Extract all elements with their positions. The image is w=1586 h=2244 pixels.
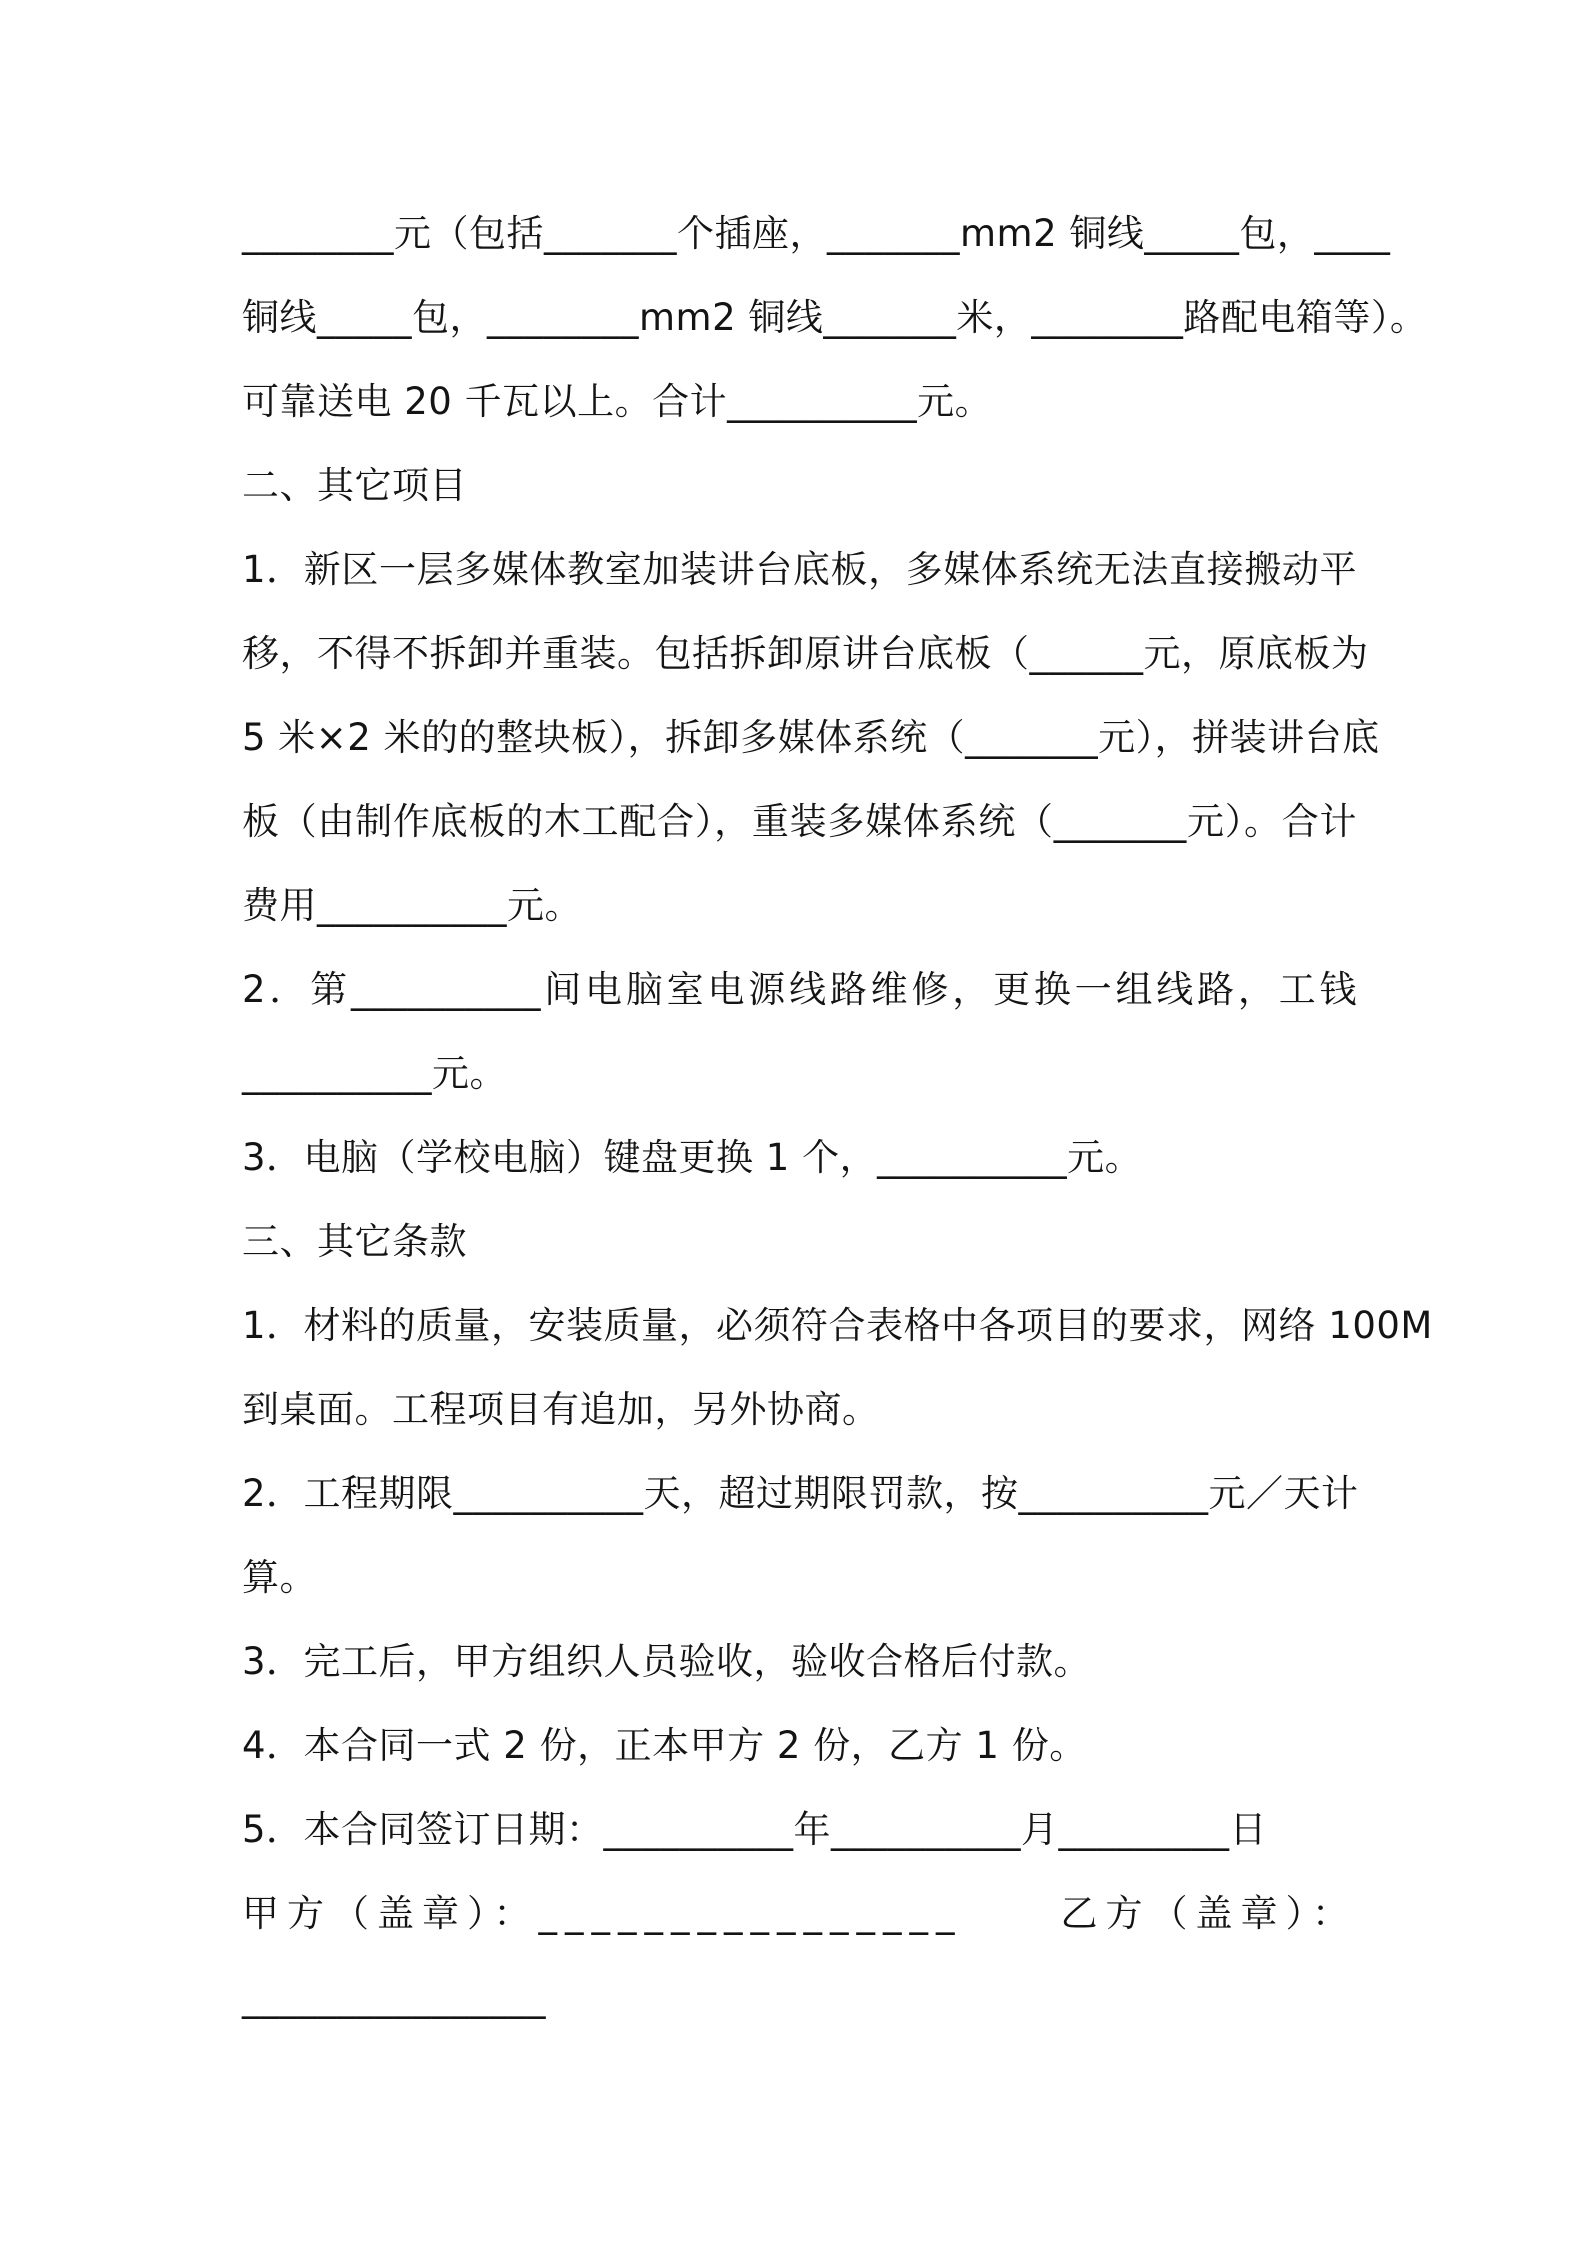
text-line-5: 1．新区一层多媒体教室加装讲台底板，多媒体系统无法直接搬动平: [242, 548, 1357, 591]
text-line-7: 5 米×2 米的的整块板），拆卸多媒体系统（_______元），拼装讲台底: [242, 716, 1380, 759]
party-a-seal: 甲方（盖章）：________________: [242, 1892, 963, 1935]
section-heading-other-items: 二、其它项目: [242, 464, 467, 507]
section-heading-other-terms: 三、其它条款: [242, 1220, 467, 1263]
text-line-8: 板（由制作底板的木工配合），重装多媒体系统（_______元）。合计: [242, 800, 1357, 843]
text-line-14: 1．材料的质量，安装质量，必须符合表格中各项目的要求，网络 100M: [242, 1304, 1433, 1347]
signature-row: [242, 1872, 1357, 1956]
text-line-1: ________元（包括_______个插座，_______mm2 铜线_____包，____: [242, 212, 1391, 255]
text-line-18: 3．完工后，甲方组织人员验收，验收合格后付款。: [242, 1640, 1092, 1683]
text-line-2: 铜线_____包，________mm2 铜线_______米，________路配电箱等）。: [242, 296, 1428, 339]
text-line-3: 可靠送电 20 千瓦以上。合计__________元。: [242, 380, 993, 423]
text-line-6: 移，不得不拆卸并重装。包括拆卸原讲台底板（______元，原底板为: [242, 632, 1369, 675]
text-line-11: __________元。: [242, 1052, 507, 1095]
text-line-19: 4．本合同一式 2 份，正本甲方 2 份，乙方 1 份。: [242, 1724, 1087, 1767]
party-b-seal: 乙方（盖章）：: [1060, 1892, 1357, 1935]
text-line-16: 2．工程期限__________天，超过期限罚款，按__________元／天计: [242, 1472, 1359, 1515]
text-line-17: 算。: [242, 1556, 317, 1599]
text-line-9: 费用__________元。: [242, 884, 582, 927]
text-line-12: 3．电脑（学校电脑）键盘更换 1 个，__________元。: [242, 1136, 1143, 1179]
party-b-blank: ________________: [242, 1976, 546, 2019]
contract-page: [242, 192, 1433, 2040]
signing-date-line: 5．本合同签订日期：__________年__________月_________日: [242, 1808, 1268, 1851]
text-line-10: 2．第__________间电脑室电源线路维修，更换一组线路，工钱: [242, 968, 1357, 1011]
text-line-15: 到桌面。工程项目有追加，另外协商。: [242, 1388, 880, 1431]
